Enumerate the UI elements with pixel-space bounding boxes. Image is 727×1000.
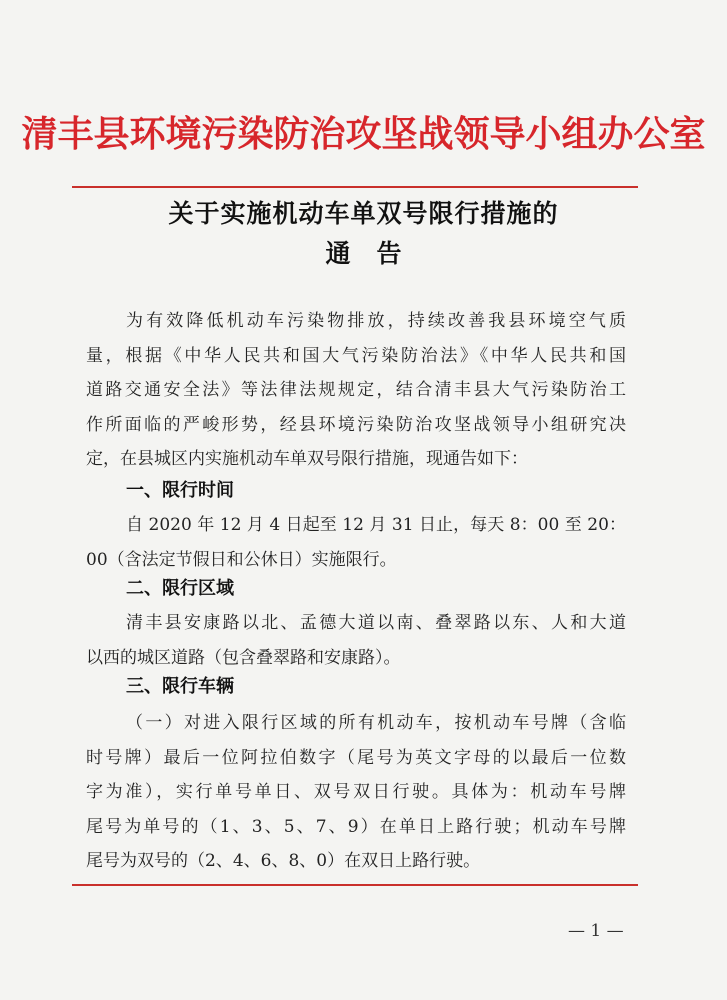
- section-line: 清丰县安康路以北、孟德大道以南、叠翠路以东、人和大道: [126, 613, 626, 633]
- section-line: 尾号为双号的（2、4、6、8、0）在双日上路行驶。: [86, 851, 481, 872]
- notice-title-line1: 关于实施机动车单双号限行措施的: [168, 199, 559, 228]
- issuer-header: 清丰县环境污染防治攻坚战领导小组办公室: [21, 113, 706, 155]
- section-heading-time: 一、限行时间: [126, 480, 234, 501]
- section-line: 字为准），实行单号单日、双号双日行驶。具体为：机动车号牌: [86, 782, 626, 803]
- section-heading-vehicles: 三、限行车辆: [126, 676, 234, 697]
- section-heading-area: 二、限行区域: [126, 578, 234, 599]
- intro-line: 为有效降低机动车污染物排放，持续改善我县环境空气质: [126, 311, 626, 331]
- notice-title-line2: 通告: [325, 239, 428, 268]
- intro-paragraph: [86, 304, 626, 477]
- section-line: 自 2020 年 12 月 4 日起至 12 月 31 日止，每天 8：00 至 20：: [126, 515, 626, 535]
- intro-line: 道路交通安全法》等法律法规规定，结合清丰县大气污染防治工: [86, 380, 626, 401]
- intro-line: 定，在县城区内实施机动车单双号限行措施，现通告如下：: [86, 449, 528, 470]
- section-line: 00（含法定节假日和公休日）实施限行。: [86, 549, 397, 570]
- intro-line: 作所面临的严峻形势，经县环境污染防治攻坚战领导小组研究决: [86, 414, 626, 435]
- section-line: （一）对进入限行区域的所有机动车，按机动车号牌（含临: [126, 713, 626, 733]
- section-body-time: [86, 508, 626, 577]
- section-line: 时号牌）最后一位阿拉伯数字（尾号为英文字母的以最后一位数: [86, 747, 626, 768]
- section-line: 以西的城区道路（包含叠翠路和安康路）。: [86, 647, 401, 668]
- page-number: — 1 —: [568, 921, 624, 941]
- section-body-vehicles: [86, 706, 626, 879]
- section-body-area: [86, 606, 626, 675]
- red-divider-bottom: [72, 884, 638, 886]
- intro-line: 量，根据《中华人民共和国大气污染防治法》《中华人民共和国: [86, 345, 626, 366]
- red-divider-top: [72, 186, 638, 188]
- section-line: 尾号为单号的（1、3、5、7、9）在单日上路行驶；机动车号牌: [86, 816, 626, 837]
